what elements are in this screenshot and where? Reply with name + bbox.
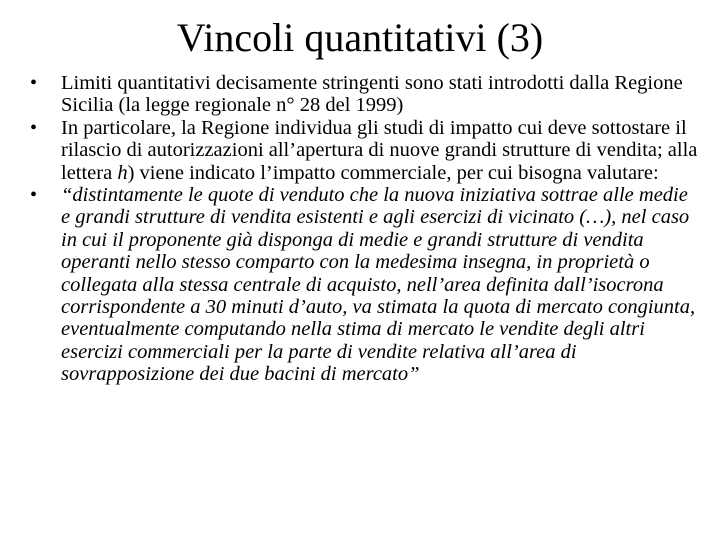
bullet-item [0, 184, 720, 386]
bullet-icon: • [30, 184, 38, 207]
bullet-text-continued: ) viene indicato l’impatto commerciale, per cui bisogna valutare: [127, 161, 659, 184]
bullet-icon: • [30, 116, 38, 139]
bullet-text: Limiti quantitativi decisamente stringenti sono stati introdotti dalla Regione Sicilia (la legge regionale n° 28 del 1999) [61, 72, 683, 117]
slide-title: Vincoli quantitativi (3) [176, 15, 544, 60]
bullet-quote-text: “distintamente le quote di venduto che la nuova iniziativa sottrae alle medie e grandi strutture di vendita esistenti e agli esercizi di vicinato (…), nel caso in cui il proponente già disponga di medie e grandi strutture di vendita operanti nello stesso comparto con la medesima insegna, in proprietà o collegata alla stessa centrale di acquisto, nell’area definita dall’isocrona corrispondente a 30 minuti d’auto, va stimata la quota di mercato congiunta, eventualmente computando nella stima di mercato le vendite degli altri esercizi commerciali per la parte di vendite relativa all’area di sovrapposizione dei due bacini di mercato” [61, 184, 696, 386]
bullet-text: In particolare, la Regione individua gli studi di impatto cui deve sottostare il rilascio di autorizzazioni all’apertura di nuove grandi strutture di vendita; alla lettera [61, 116, 698, 184]
bullet-item [0, 72, 720, 117]
bullet-list [0, 72, 720, 386]
bullet-italic-letter: h [117, 161, 128, 184]
bullet-item [0, 117, 720, 184]
bullet-icon: • [30, 72, 38, 94]
